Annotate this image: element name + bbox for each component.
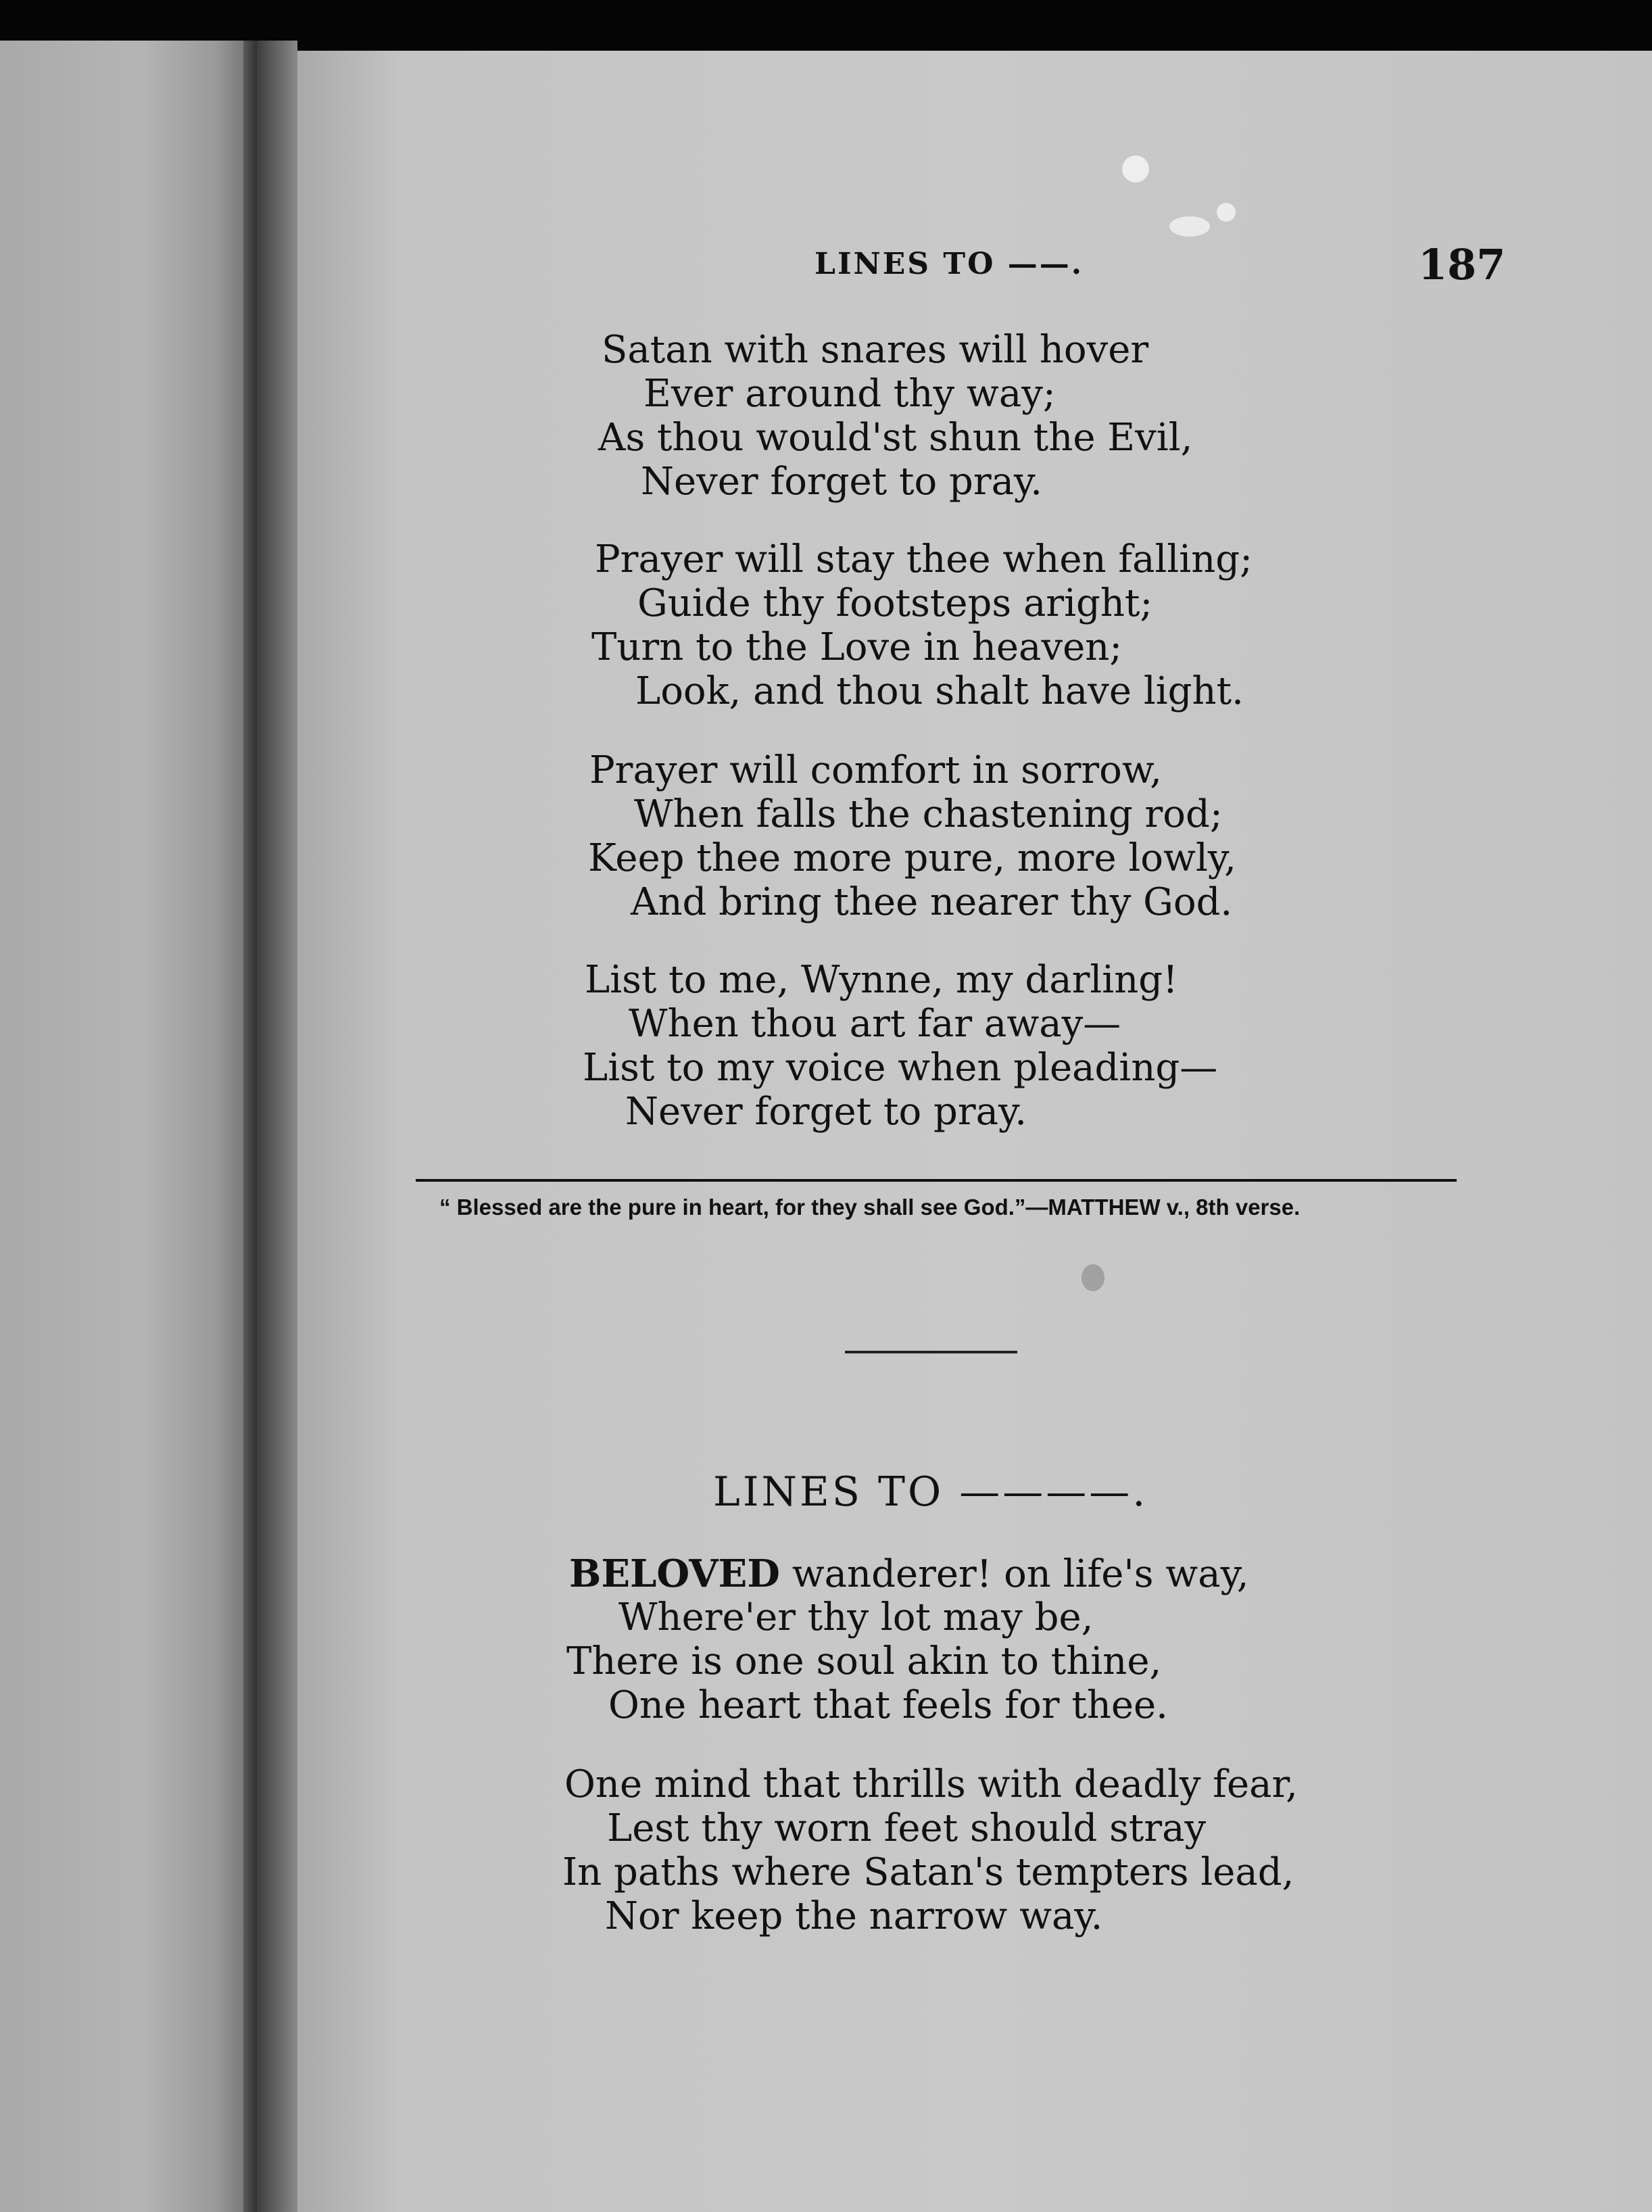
poem-title: LINES TO ————. — [713, 1468, 1148, 1516]
poem1-line: As thou would'st shun the Evil, — [598, 416, 1193, 460]
poem1-line: Prayer will stay thee when falling; — [595, 537, 1253, 581]
scan-speck — [1217, 203, 1236, 222]
poem1-line: And bring thee nearer thy God. — [631, 880, 1233, 924]
footnote-rule — [416, 1179, 1457, 1182]
drop-word: BELOVED — [569, 1552, 780, 1596]
poem2-line: One heart that feels for thee. — [608, 1683, 1168, 1727]
poem1-line: Never forget to pray. — [641, 460, 1043, 504]
poem1-line: Never forget to pray. — [625, 1090, 1027, 1134]
poem2-line: One mind that thrills with deadly fear, — [564, 1762, 1298, 1806]
gutter-inner-shadow — [257, 41, 297, 2212]
left-page-edge — [0, 41, 253, 2212]
section-divider — [845, 1351, 1017, 1353]
poem1-line: When thou art far away— — [629, 1002, 1121, 1046]
poem1-line: Turn to the Love in heaven; — [591, 625, 1123, 669]
footnote: “ Blessed are the pure in heart, for they shall see God.”—MATTHEW v., 8th verse. — [439, 1195, 1301, 1220]
poem1-line: List to me, Wynne, my darling! — [585, 958, 1178, 1002]
running-head: LINES TO ——. — [815, 247, 1084, 281]
scan-speck — [1169, 216, 1210, 237]
poem1-line: Satan with snares will hover — [602, 328, 1149, 372]
poem2-line: Lest thy worn feet should stray — [607, 1806, 1207, 1850]
poem1-line: Ever around thy way; — [643, 372, 1056, 416]
scan-speck — [1082, 1264, 1104, 1291]
poem1-line: Keep thee more pure, more lowly, — [588, 836, 1236, 880]
poem1-line: Guide thy footsteps aright; — [637, 581, 1153, 625]
poem2-line: In paths where Satan's tempters lead, — [562, 1850, 1294, 1894]
poem2-line: Where'er thy lot may be, — [618, 1595, 1094, 1639]
scan-speck — [1122, 155, 1149, 183]
poem2-line: BELOVED wanderer! on life's way, — [569, 1552, 1249, 1596]
page-number: 187 — [1418, 240, 1506, 289]
poem1-line: Look, and thou shalt have light. — [635, 669, 1244, 713]
poem1-line: Prayer will comfort in sorrow, — [589, 748, 1162, 792]
poem2-line: There is one soul akin to thine, — [566, 1639, 1162, 1683]
poem1-line: List to my voice when pleading— — [583, 1046, 1218, 1090]
poem2-line: Nor keep the narrow way. — [605, 1894, 1103, 1938]
poem1-line: When falls the chastening rod; — [634, 792, 1223, 836]
